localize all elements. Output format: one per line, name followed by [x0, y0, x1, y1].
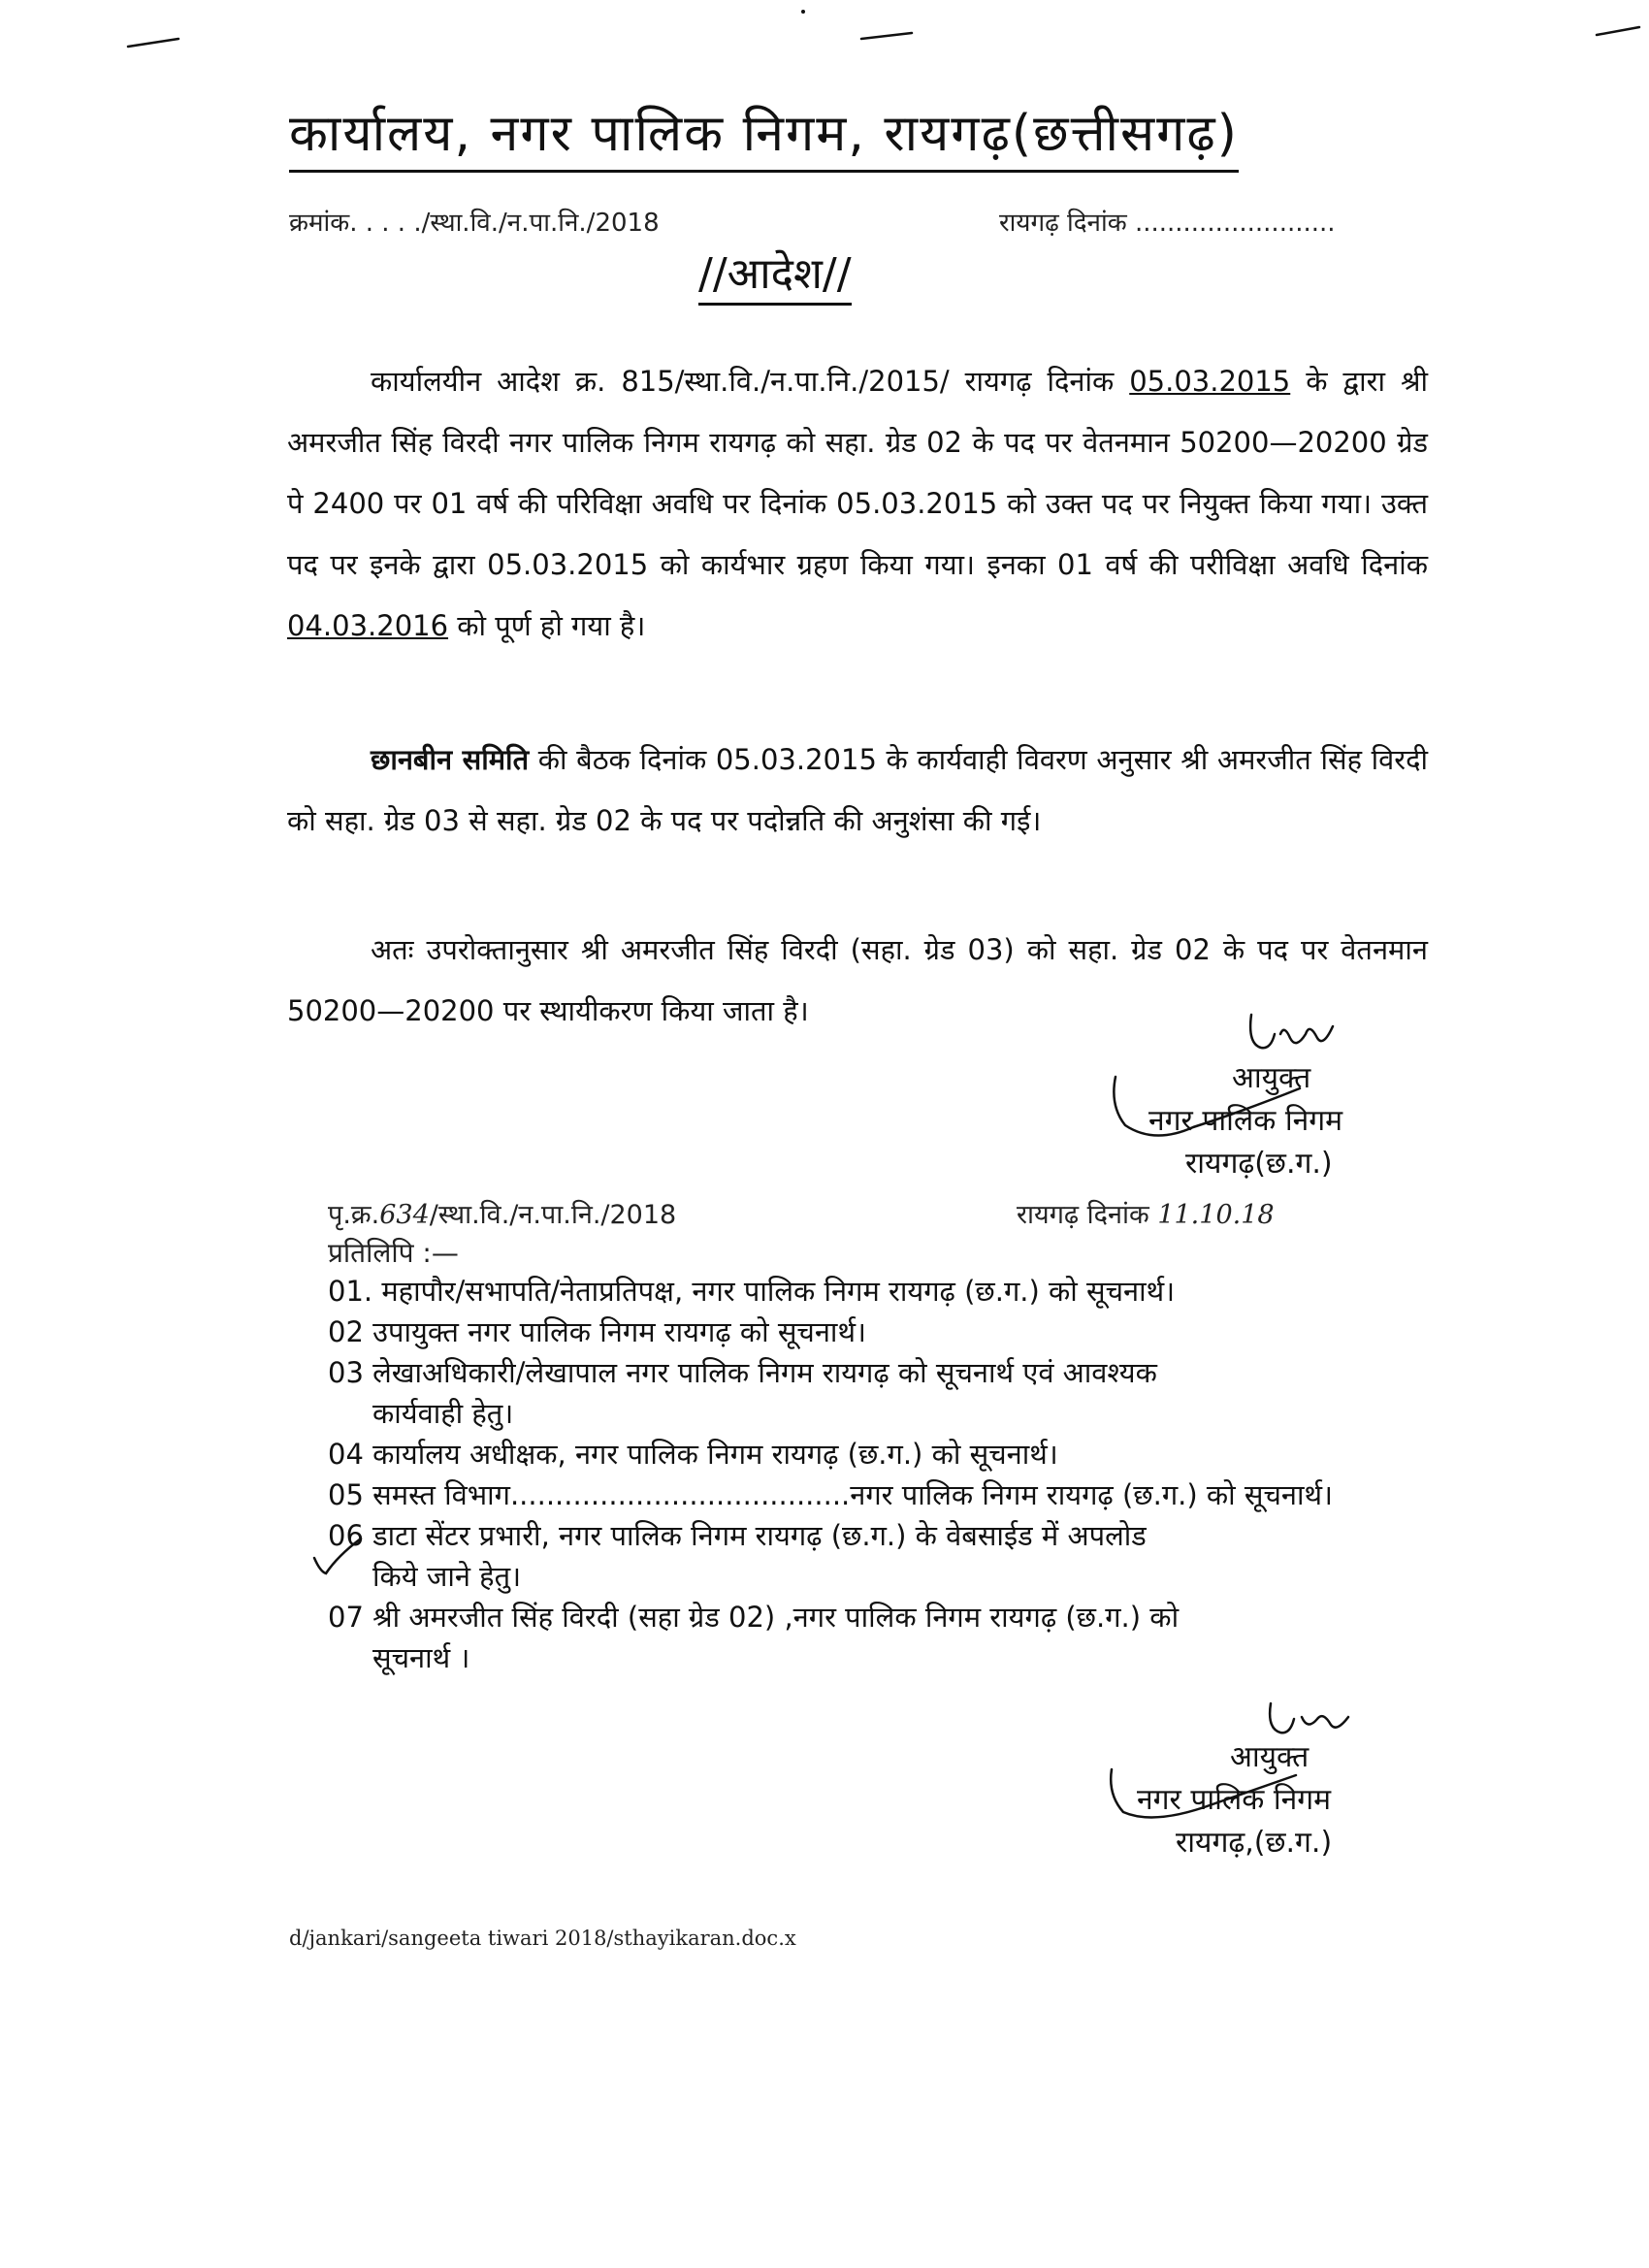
scan-marks — [0, 0, 1649, 78]
copy-date-line — [1017, 1195, 1275, 1231]
date-line — [999, 204, 1336, 239]
list-item — [328, 1515, 1428, 1597]
signature-2-scribble — [1261, 1696, 1368, 1744]
list-item-text: महापौर/सभापति/नेताप्रतिपक्ष, नगर पालिक निगम रायगढ़ (छ.ग.) को सूचनार्थ। — [381, 1275, 1176, 1308]
list-item-text: उपायुक्त नगर पालिक निगम रायगढ़ को सूचनार्थ। — [372, 1315, 866, 1348]
list-item-text: समस्त विभाग......................................नगर पालिक निगम रायगढ़ (छ.ग.) को सूचनार्थ। — [372, 1478, 1334, 1511]
copy-list — [328, 1271, 1428, 1678]
copy-ref-line — [328, 1195, 676, 1231]
signature-1-strike — [1096, 1067, 1319, 1174]
list-item-number: 03 — [328, 1356, 364, 1389]
signature-2-designation: आयुक्त — [1230, 1740, 1310, 1774]
list-item — [328, 1312, 1428, 1352]
copy-ref-prefix: पृ.क्र. — [328, 1200, 380, 1230]
list-item-number: 06 — [328, 1519, 364, 1552]
signature-1-office: नगर पालिक निगम — [1148, 1104, 1343, 1138]
copy-date-label: रायगढ़ दिनांक — [1017, 1200, 1149, 1230]
paragraph-1 — [287, 351, 1428, 657]
copy-date-value: 11.10.18 — [1157, 1200, 1275, 1230]
signature-2-place: रायगढ़,(छ.ग.) — [1176, 1826, 1333, 1860]
para1-date-1: 05.03.2015 — [1129, 365, 1291, 398]
list-item-number: 01. — [328, 1275, 373, 1308]
ref-prefix: क्रमांक — [289, 209, 350, 238]
list-item-continuation: कार्यवाही हेतु। — [372, 1397, 514, 1430]
list-item-continuation: सूचनार्थ । — [372, 1641, 470, 1674]
list-item — [328, 1597, 1428, 1678]
copy-ref-number: 634 — [379, 1200, 430, 1230]
paragraph-2 — [287, 729, 1428, 852]
list-item-number: 05 — [328, 1478, 364, 1511]
para1-part-c: को पूर्ण हो गया है। — [448, 609, 646, 642]
order-title: //आदेश// — [698, 243, 852, 306]
list-item-text: लेखाअधिकारी/लेखापाल नगर पालिक निगम रायगढ़ को सूचनार्थ एवं आवश्यक — [372, 1356, 1157, 1389]
list-item — [328, 1271, 1428, 1312]
reference-line — [289, 204, 660, 239]
para1-part-b: के द्वारा श्री अमरजीत सिंह विरदी नगर पालिक निगम रायगढ़ को सहा. ग्रेड 02 के पद पर वेतनमान 50200—20200 ग्रेड पे 2400 पर 01 वर्ष की परिविक्षा अवधि पर दिनांक 05.03.2015 को उक्त पद पर नियुक्त किया गया। उक्त पद पर इनके द्वारा 05.03.2015 को कार्यभार ग्रहण किया गया। इनका 01 वर्ष की परीविक्षा अवधि दिनांक — [287, 365, 1428, 581]
para3-text: अतः उपरोक्तानुसार श्री अमरजीत सिंह विरदी (सहा. ग्रेड 03) को सहा. ग्रेड 02 के पद पर वेतनमान 50200—20200 पर स्थायीकरण किया जाता है। — [287, 933, 1428, 1027]
list-item-number: 04 — [328, 1438, 364, 1471]
list-item-number: 07 — [328, 1601, 364, 1634]
office-title: कार्यालय, नगर पालिक निगम, रायगढ़(छत्तीसगढ़) — [289, 97, 1239, 173]
list-item — [328, 1474, 1428, 1515]
list-item — [328, 1434, 1428, 1474]
list-item-continuation: किये जाने हेतु। — [372, 1560, 522, 1593]
signature-1-scribble — [1242, 1005, 1358, 1063]
date-label: रायगढ़ दिनांक — [999, 209, 1127, 238]
para2-text: की बैठक दिनांक 05.03.2015 के कार्यवाही विवरण अनुसार श्री अमरजीत सिंह विरदी को सहा. ग्रेड 03 से सहा. ग्रेड 02 के पद पर पदोन्नति की अनुशंसा की गई। — [287, 743, 1428, 837]
list-item-number: 02 — [328, 1315, 364, 1348]
list-item — [328, 1352, 1428, 1434]
signature-1-place: रायगढ़(छ.ग.) — [1185, 1147, 1333, 1181]
checkmark-icon — [308, 1533, 367, 1581]
para1-date-2: 04.03.2016 — [287, 609, 449, 642]
list-item-text: कार्यालय अधीक्षक, नगर पालिक निगम रायगढ़ (छ.ग.) को सूचनार्थ। — [372, 1438, 1058, 1471]
copy-ref-suffix: /स्था.वि./न.पा.नि./2018 — [429, 1200, 677, 1230]
ref-number: . . . . . — [349, 209, 422, 238]
committee-name: छानबीन समिति — [371, 743, 530, 776]
list-item-text: डाटा सेंटर प्रभारी, नगर पालिक निगम रायगढ़ (छ.ग.) के वेबसाईड में अपलोड — [372, 1519, 1147, 1552]
file-path: d/jankari/sangeeta tiwari 2018/sthayikaran.doc.x — [289, 1927, 796, 1950]
ref-suffix: /स्था.वि./न.पा.नि./2018 — [421, 209, 660, 238]
signature-2-office: नगर पालिक निगम — [1137, 1783, 1332, 1817]
date-value: ......................... — [1134, 209, 1336, 238]
copy-heading: प्रतिलिपि :— — [328, 1237, 459, 1269]
signature-1-designation: आयुक्त — [1232, 1061, 1311, 1095]
para1-part-a: कार्यालयीन आदेश क्र. 815/स्था.वि./न.पा.नि./2015/ रायगढ़ दिनांक — [371, 365, 1130, 398]
list-item-text: श्री अमरजीत सिंह विरदी (सहा ग्रेड 02) ,नगर पालिक निगम रायगढ़ (छ.ग.) को — [372, 1601, 1180, 1634]
signature-2-strike — [1096, 1762, 1310, 1849]
